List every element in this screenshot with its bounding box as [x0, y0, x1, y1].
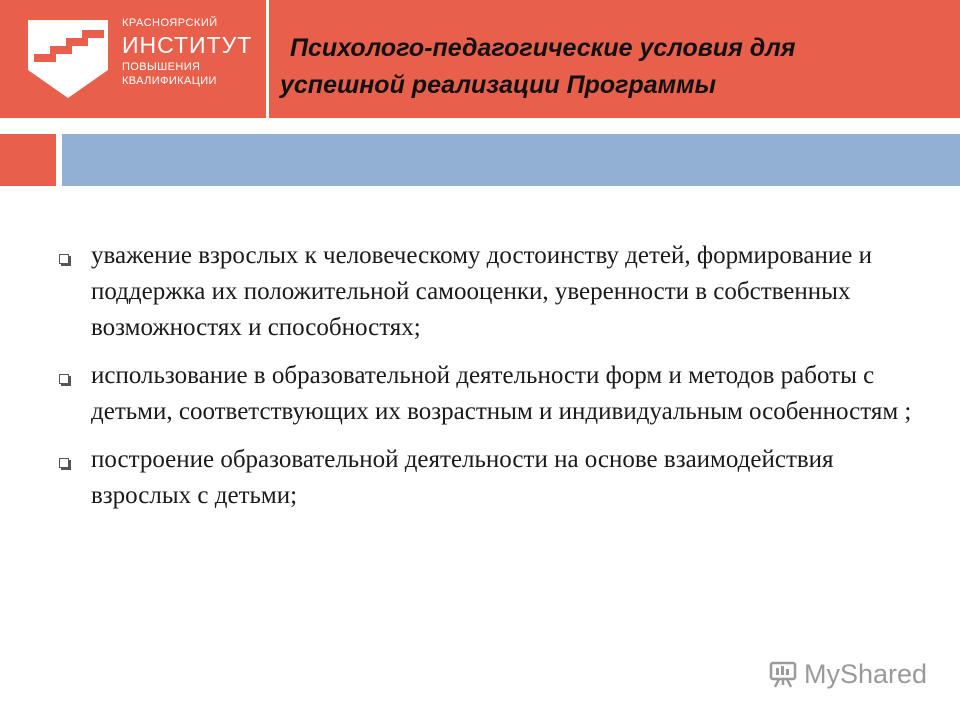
accent-bar-blue	[62, 134, 960, 186]
slide-title-line-1: Психолого-педагогические условия для	[290, 34, 796, 62]
logo-line-4: КВАЛИФИКАЦИИ	[122, 75, 217, 87]
header-banner	[0, 0, 960, 118]
logo-text	[122, 18, 252, 87]
logo-line-2: ИНСТИТУТ	[122, 32, 253, 58]
square-bullet-icon	[59, 458, 69, 468]
list-item	[56, 238, 936, 346]
watermark-text: MyShared	[804, 658, 928, 689]
logo-line-3: ПОВЫШЕНИЯ	[122, 61, 201, 73]
accent-bar-orange	[0, 134, 56, 186]
conditions-list	[56, 238, 936, 526]
list-item-text: уважение взрослых к человеческому достоинству детей, формирование и поддержка их положительной самооценки, уверенности в собственных возможностях и способностях;	[91, 242, 872, 341]
square-bullet-icon	[59, 374, 69, 384]
list-item	[56, 358, 936, 430]
list-item-text: использование в образовательной деятельности форм и методов работы с детьми, соответствующих их возрастным и индивидуальным особенностям ;	[91, 362, 912, 425]
watermark	[768, 654, 927, 694]
slide-title-line-2: успешной реализации Программы	[280, 71, 716, 99]
logo-emblem-icon	[24, 18, 112, 100]
list-item	[56, 442, 936, 514]
presentation-board-icon	[768, 659, 798, 689]
logo-line-1: КРАСНОЯРСКИЙ	[122, 17, 218, 29]
institute-logo	[0, 0, 266, 118]
list-item-text: построение образовательной деятельности на основе взаимодействия взрослых с детьми;	[91, 446, 834, 509]
header-divider	[266, 0, 269, 118]
slide-title	[280, 30, 950, 104]
square-bullet-icon	[59, 254, 69, 264]
